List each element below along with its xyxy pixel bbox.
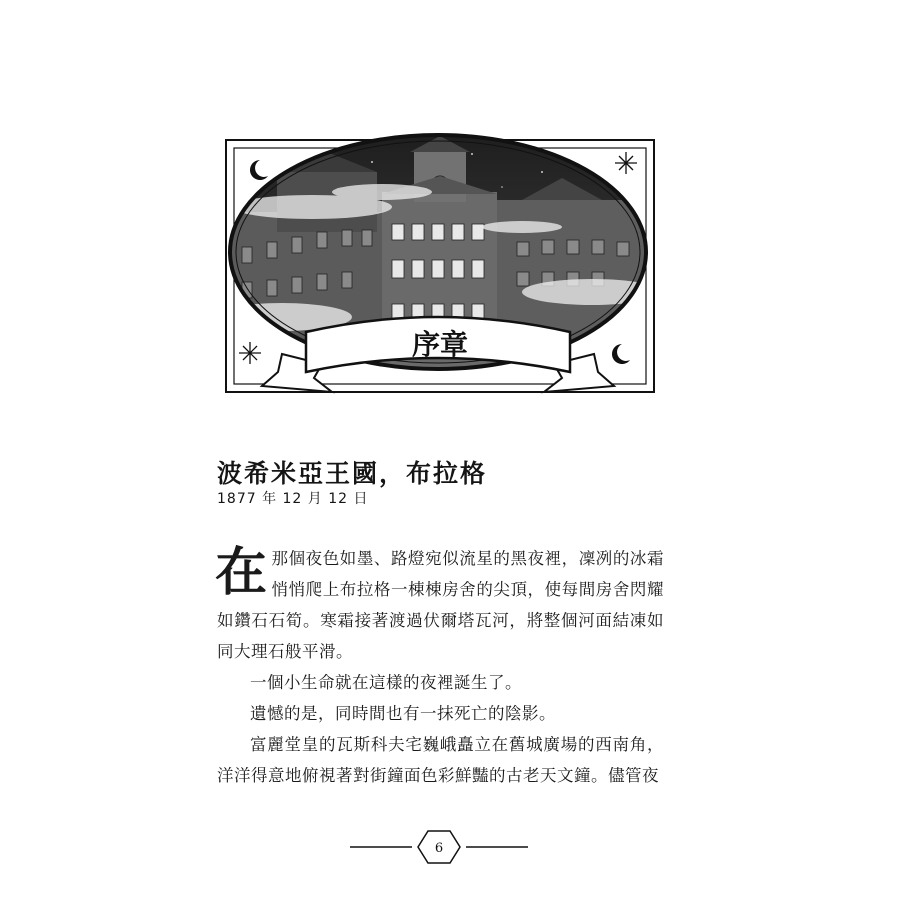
sparkle-star-icon: [239, 342, 261, 364]
opening-text: 那個夜色如墨、路燈宛似流星的黑夜裡，凜冽的冰霜悄悄爬上布拉格一棟棟房舍的尖頂，使每間房舍閃耀如鑽石石筍。寒霜接著渡過伏爾塔瓦河，將整個河面結凍如同大理石般平滑。: [217, 549, 664, 661]
page-folio: [350, 827, 530, 867]
crescent-moon-icon: [250, 160, 268, 180]
chapter-title: 序章: [411, 328, 469, 361]
crescent-moon-icon: [612, 344, 630, 364]
article-date: 1877 年 12 月 12 日: [217, 491, 369, 507]
body-paragraph: 富麗堂皇的瓦斯科夫宅巍峨矗立在舊城廣場的西南角，洋洋得意地俯視著對街鐘面色彩鮮豔的古老天文鐘。儘管夜: [217, 735, 664, 785]
opening-paragraph: [217, 543, 664, 667]
chapter-illustration: [222, 132, 662, 404]
article-body: [217, 543, 664, 791]
body-paragraph: 遺憾的是，同時間也有一抹死亡的陰影。: [250, 704, 556, 723]
drop-cap: 在: [215, 542, 268, 603]
article-heading: 波希米亞王國，布拉格: [217, 459, 488, 488]
sparkle-star-icon: [615, 152, 637, 174]
page-number: 6: [434, 841, 444, 856]
body-paragraph: 一個小生命就在這樣的夜裡誕生了。: [250, 673, 522, 692]
